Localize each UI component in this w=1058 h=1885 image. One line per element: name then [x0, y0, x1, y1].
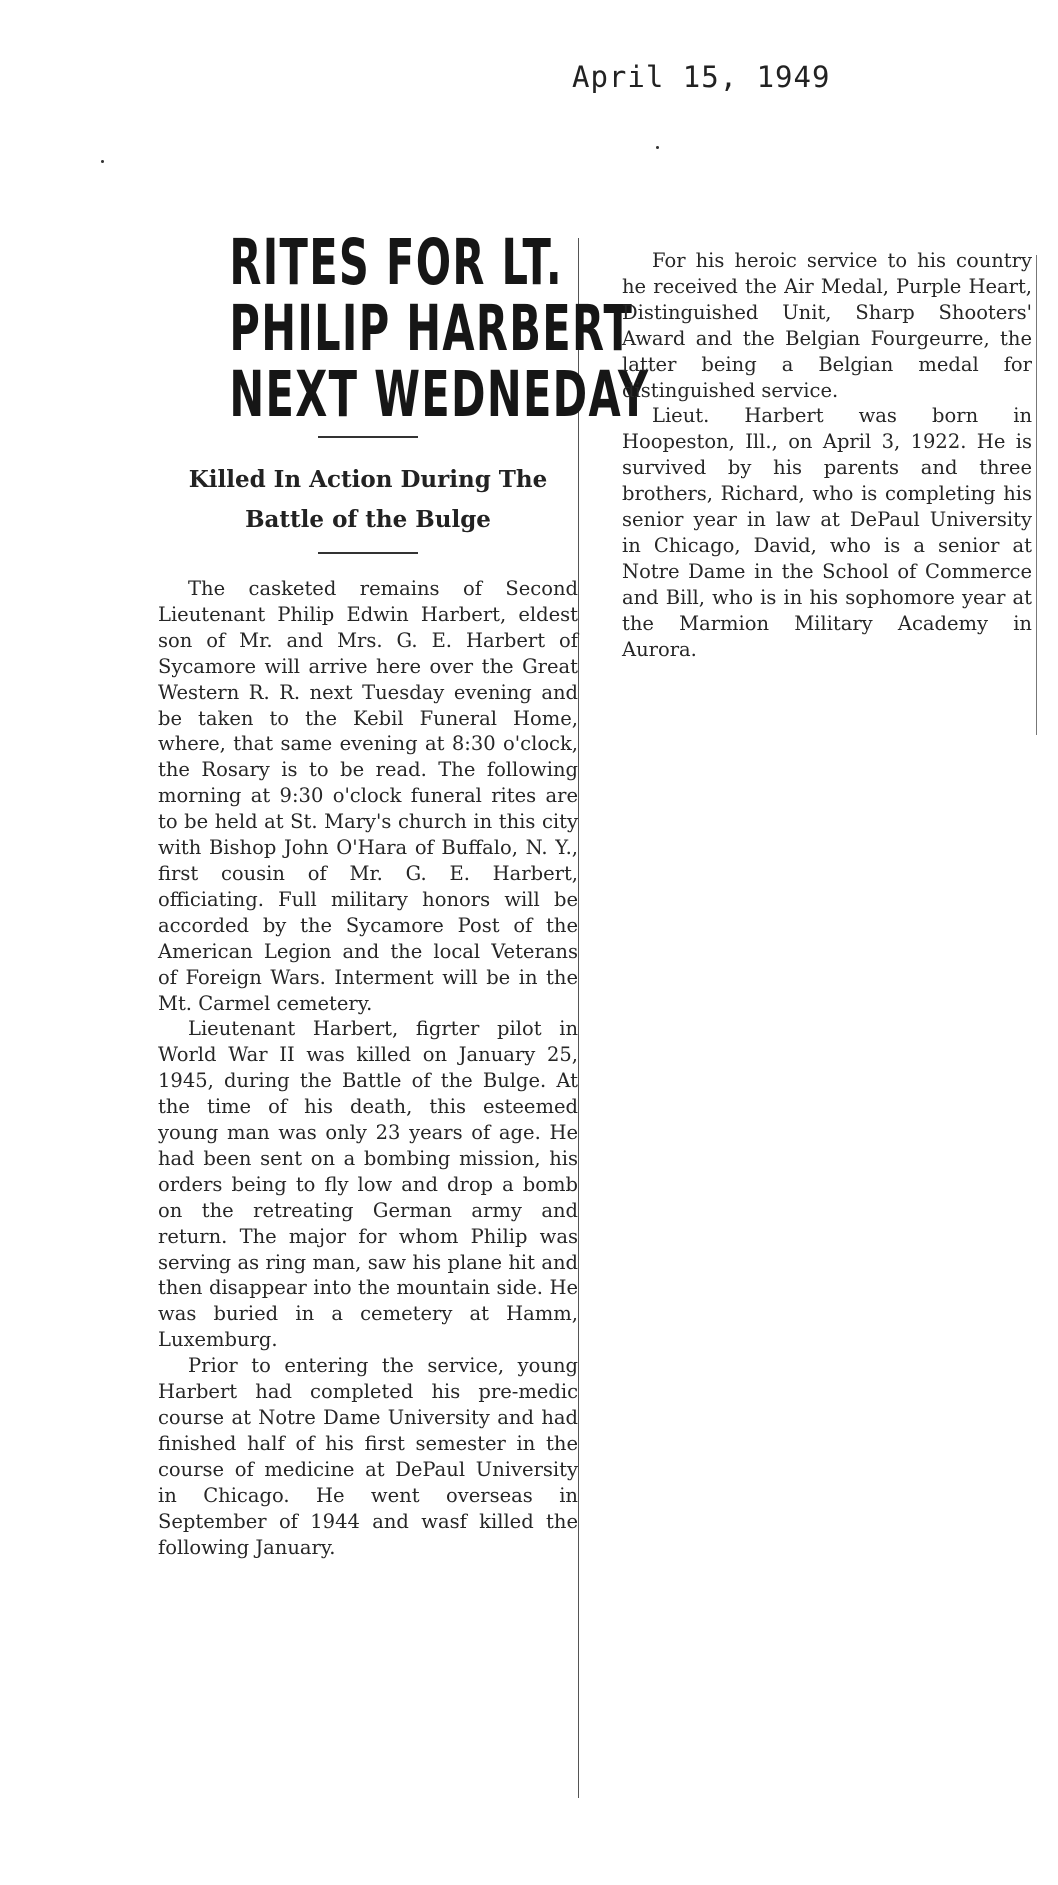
scan-speck — [101, 160, 104, 163]
article-paragraph: Lieutenant Harbert, figrter pilot in World War II was killed on January 25, 1945, during the Battle of the Bulge. At the time of his death, this esteemed young man was only 23 years of age. He had been sent on a bombing mission, his orders being to fly low and drop a bomb on the retreating German army and return. The major for whom Philip was serving as ring man, saw his plane hit and then disappear into the mountain side. He was buried in a cemetery at Hamm, Luxemburg. — [158, 1017, 578, 1352]
article-paragraph: Prior to entering the service, young Harbert had completed his pre-medic course at Notre Dame University and had finished half of his first semester in the course of medicine at DePaul University in Chicago. He went overseas in September of 1944 and wasf killed the following January. — [158, 1354, 578, 1559]
headline — [229, 226, 650, 431]
scan-speck — [656, 146, 659, 149]
headline-line-1: RITES FOR LT. — [229, 226, 563, 299]
subheadline: Killed In Action During The Battle of the Bulge — [188, 466, 548, 533]
headline-line-2: PHILIP HARBERT — [229, 292, 634, 365]
headline-rule — [318, 436, 418, 438]
article-paragraph: Lieut. Harbert was born in Hoopeston, Ill., on April 3, 1922. He is survived by his parents and three brothers, Richard, who is completing his senior year in law at DePaul University in Chicago, David, who is a senior at Notre Dame in the School of Commerce and Bill, who is in his sophomore year at the Marmion Military Academy in Aurora. — [622, 404, 1032, 661]
article-right-column — [622, 248, 1032, 663]
article-paragraph: For his heroic service to his country he received the Air Medal, Purple Heart, Distinguished Unit, Sharp Shooters' Award and the Belgian Fourgeurre, the latter being a Belgian medal for distinguished service. — [622, 249, 1032, 402]
subheadline-rule — [318, 552, 418, 554]
headline-line-3: NEXT WEDNEDAY — [229, 358, 650, 431]
column-divider — [578, 238, 579, 1798]
article-left-column — [158, 226, 650, 1560]
date-stamp: April 15, 1949 — [572, 60, 831, 94]
clipping-edge — [1036, 255, 1037, 735]
article-paragraph: The casketed remains of Second Lieutenant Philip Edwin Harbert, eldest son of Mr. and Mrs. G. E. Harbert of Sycamore will arrive here over the Great Western R. R. next Tuesday evening and be taken to the Kebil Funeral Home, where, that same evening at 8:30 o'clock, the Rosary is to be read. The following morning at 9:30 o'clock funeral rites are to be held at St. Mary's church in this city with Bishop John O'Hara of Buffalo, N. Y., first cousin of Mr. G. E. Harbert, officiating. Full military honors will be accorded by the Sycamore Post of the American Legion and the local Veterans of Foreign Wars. Interment will be in the Mt. Carmel cemetery. — [158, 577, 578, 1015]
